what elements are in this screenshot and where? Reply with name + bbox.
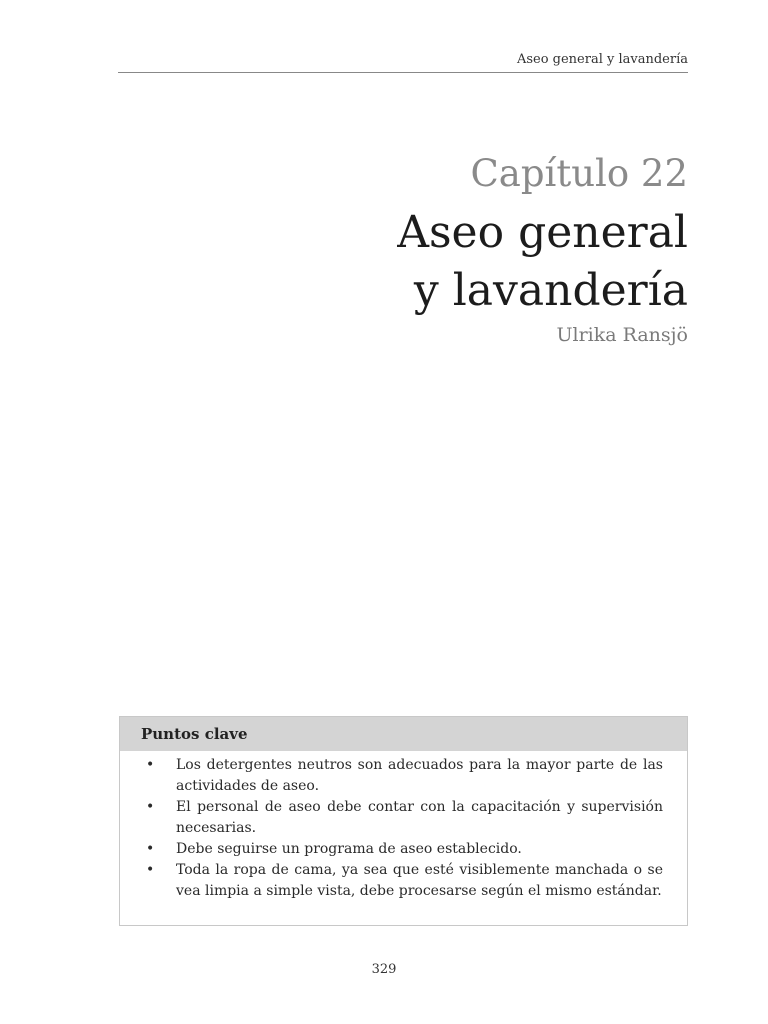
- key-points-box: [119, 716, 688, 926]
- key-point-item: [142, 797, 663, 839]
- key-point-text: Los detergentes neutros son adecuados para la mayor parte de las actividades de aseo.: [176, 757, 663, 794]
- bullet-icon: •: [146, 799, 155, 815]
- chapter-title-line-1: Aseo general: [397, 207, 688, 258]
- running-header: [118, 52, 688, 73]
- chapter-heading: [397, 150, 688, 348]
- chapter-number: Capítulo 22: [470, 152, 688, 195]
- chapter-title: [397, 204, 688, 320]
- key-point-item: [142, 860, 663, 902]
- key-point-text: El personal de aseo debe contar con la capacitación y supervisión necesarias.: [176, 799, 663, 836]
- chapter-title-line-2: y lavandería: [413, 265, 688, 316]
- key-point-text: Toda la ropa de cama, ya sea que esté visiblemente manchada o se vea limpia a simple vista, debe procesarse según el mismo estándar.: [176, 862, 663, 899]
- page-number: 329: [371, 962, 397, 977]
- key-points-heading: Puntos clave: [120, 717, 687, 751]
- bullet-icon: •: [146, 757, 155, 773]
- key-point-item: [142, 755, 663, 797]
- key-points-list: [120, 751, 687, 902]
- bullet-icon: •: [146, 862, 155, 878]
- key-point-text: Debe seguirse un programa de aseo establecido.: [176, 841, 522, 857]
- running-header-text: Aseo general y lavandería: [516, 52, 688, 67]
- key-point-item: [142, 839, 663, 860]
- bullet-icon: •: [146, 841, 155, 857]
- chapter-author: Ulrika Ransjö: [556, 324, 688, 346]
